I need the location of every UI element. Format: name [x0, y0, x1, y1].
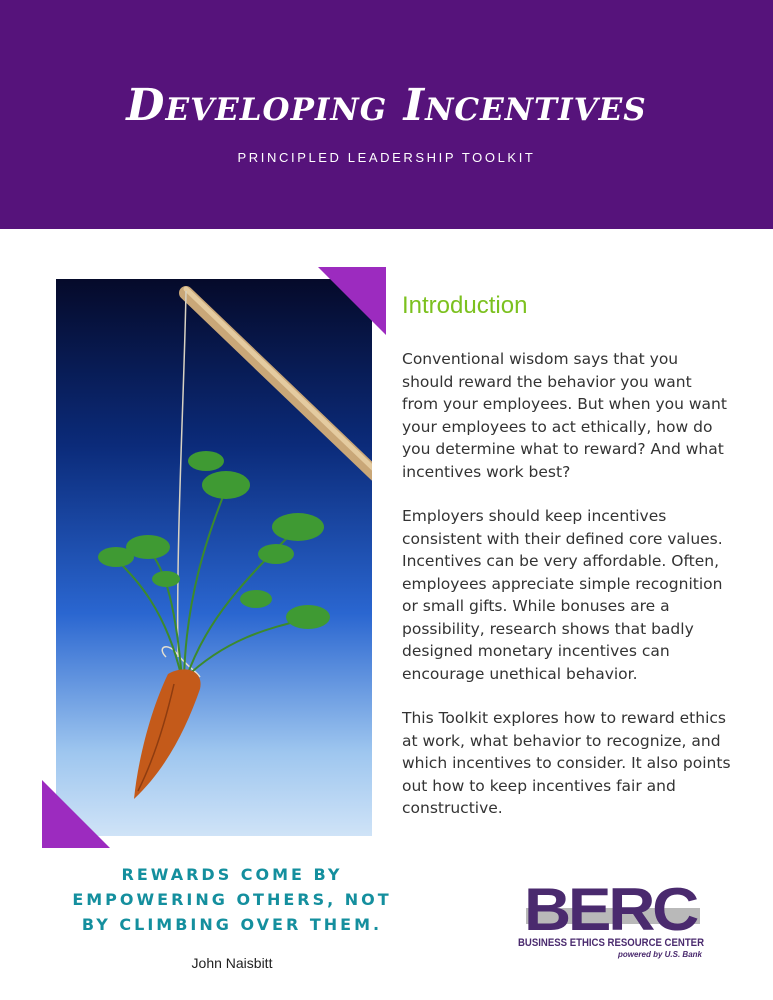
header-banner	[0, 0, 773, 229]
page-title: Developing Incentives	[126, 80, 647, 131]
logo-wordmark: BERC	[524, 876, 698, 943]
page-subtitle: PRINCIPLED LEADERSHIP TOOLKIT	[237, 150, 536, 165]
pull-quote: REWARDS COME BY EMPOWERING OTHERS, NOT BY CLIMBING OVER THEM.	[72, 865, 392, 934]
carrot-on-stick-image	[56, 279, 372, 836]
accent-triangle-top	[318, 267, 386, 335]
intro-paragraph-1: Conventional wisdom says that you should reward the behavior you want from your employees. But when you want your employees to act ethically, how do you determine what to reward? And what incentives work best?	[402, 350, 727, 481]
logo-line2: powered by U.S. Bank	[617, 950, 702, 959]
quote-author: John Naisbitt	[191, 955, 273, 971]
intro-paragraph-3: This Toolkit explores how to reward ethics at work, what behavior to recognize, and which incentives to consider. It also points out how to keep incentives fair and constructive.	[402, 709, 731, 817]
introduction-heading: Introduction	[402, 292, 528, 319]
intro-paragraph-2: Employers should keep incentives consistent with their defined core values. Incentives can be very affordable. Often, employees appreciate simple recognition or small gifts. While bonuses are a possibility, research shows that badly designed monetary incentives can encourage unethical behavior.	[402, 507, 723, 683]
logo-line1: BUSINESS ETHICS RESOURCE CENTER	[518, 937, 705, 949]
accent-triangle-bottom	[42, 780, 110, 848]
berc-logo	[516, 874, 706, 964]
